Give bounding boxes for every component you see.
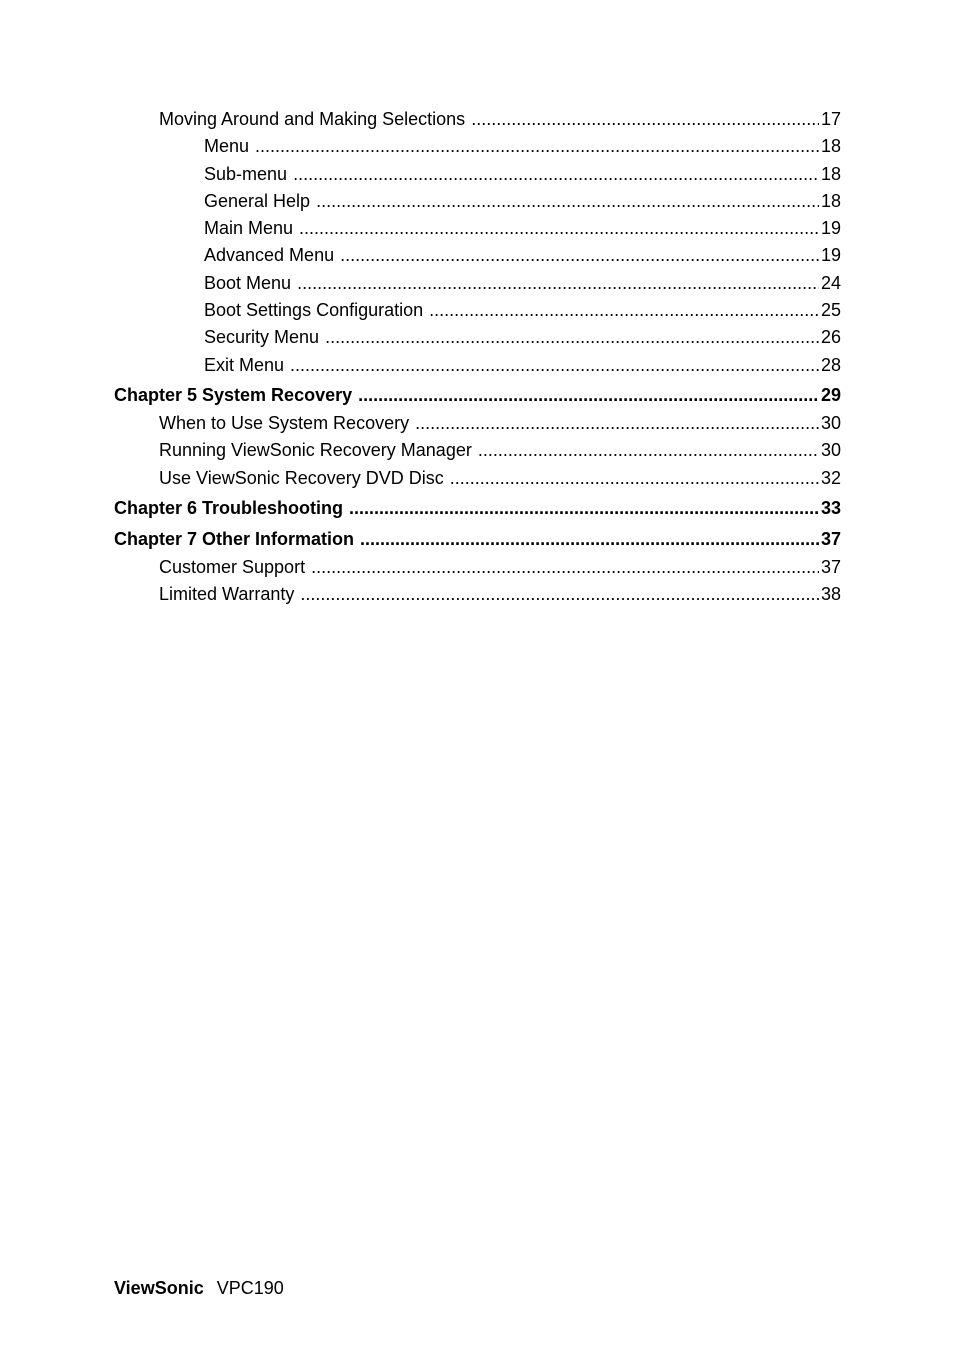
toc-chapter-entry[interactable] — [114, 524, 841, 554]
toc-entry-title: Customer Support — [159, 556, 306, 577]
toc-entry-page: 37 — [820, 528, 841, 549]
toc-dot-leader — [360, 524, 819, 554]
table-of-contents — [114, 106, 841, 608]
toc-entry-title: Exit Menu — [204, 354, 285, 375]
toc-entry-title: Limited Warranty — [159, 584, 295, 605]
toc-entry-page: 30 — [820, 440, 841, 461]
toc-entry[interactable] — [114, 215, 841, 242]
toc-entry-title: Chapter 7 Other Information — [114, 528, 355, 549]
toc-entry-page: 26 — [820, 327, 841, 348]
toc-dot-leader — [478, 437, 819, 464]
toc-entry-page: 25 — [820, 300, 841, 321]
toc-dot-leader — [358, 380, 819, 410]
toc-entry[interactable] — [114, 324, 841, 351]
toc-dot-leader — [293, 161, 819, 188]
toc-dot-leader — [340, 242, 819, 269]
toc-entry-page: 32 — [820, 467, 841, 488]
toc-dot-leader — [299, 215, 819, 242]
toc-entry-title: General Help — [204, 190, 311, 211]
toc-entry-title: When to Use System Recovery — [159, 412, 410, 433]
toc-entry-title: Running ViewSonic Recovery Manager — [159, 440, 472, 461]
toc-entry-title: Security Menu — [204, 327, 320, 348]
toc-dot-leader — [297, 270, 819, 297]
toc-entry-title: Moving Around and Making Selections — [159, 109, 466, 129]
toc-chapter-entry[interactable] — [114, 380, 841, 410]
toc-dot-leader — [429, 297, 819, 324]
toc-dot-leader — [311, 554, 819, 581]
toc-entry-title: Main Menu — [204, 218, 294, 239]
toc-entry-page: 18 — [820, 190, 841, 211]
toc-entry-page: 24 — [820, 272, 841, 293]
toc-entry-title: Boot Settings Configuration — [204, 300, 424, 321]
footer-model: VPC190 — [216, 1278, 284, 1298]
toc-entry-title: Menu — [204, 136, 250, 157]
toc-dot-leader — [349, 493, 819, 523]
toc-entry[interactable] — [114, 352, 841, 379]
toc-dot-leader — [316, 188, 819, 215]
toc-entry[interactable] — [114, 161, 841, 188]
toc-dot-leader — [255, 133, 819, 160]
toc-entry[interactable] — [114, 554, 841, 581]
toc-entry-title: Chapter 6 Troubleshooting — [114, 497, 344, 518]
toc-entry[interactable] — [114, 465, 841, 492]
toc-entry[interactable] — [114, 188, 841, 215]
toc-entry[interactable] — [114, 106, 841, 133]
toc-entry-page: 37 — [820, 556, 841, 577]
toc-entry-title: Sub-menu — [204, 163, 288, 184]
toc-dot-leader — [325, 324, 819, 351]
toc-entry[interactable] — [114, 437, 841, 464]
toc-dot-leader — [300, 581, 819, 608]
toc-entry-page: 30 — [820, 412, 841, 433]
toc-entry[interactable] — [114, 270, 841, 297]
toc-entry[interactable] — [114, 133, 841, 160]
toc-entry-page: 28 — [820, 354, 841, 375]
toc-entry[interactable] — [114, 410, 841, 437]
toc-dot-leader — [415, 410, 819, 437]
toc-entry[interactable] — [114, 242, 841, 269]
toc-entry-page: 29 — [820, 384, 841, 405]
toc-entry-page: 19 — [820, 218, 841, 239]
toc-dot-leader — [471, 106, 819, 133]
toc-entry[interactable] — [114, 297, 841, 324]
toc-entry-page: 19 — [820, 245, 841, 266]
toc-entry-page: 33 — [820, 497, 841, 518]
page-footer — [114, 1276, 284, 1300]
toc-entry-page: 18 — [820, 136, 841, 157]
toc-entry-title: Advanced Menu — [204, 245, 335, 266]
toc-entry-title: Boot Menu — [204, 272, 292, 293]
toc-entry-page: 17 — [820, 109, 841, 129]
toc-entry[interactable] — [114, 581, 841, 608]
toc-dot-leader — [450, 465, 819, 492]
toc-entry-title: Use ViewSonic Recovery DVD Disc — [159, 467, 444, 488]
toc-dot-leader — [290, 352, 819, 379]
footer-brand: ViewSonic — [114, 1278, 204, 1298]
toc-entry-page: 18 — [820, 163, 841, 184]
toc-entry-title: Chapter 5 System Recovery — [114, 384, 353, 405]
toc-chapter-entry[interactable] — [114, 493, 841, 523]
toc-entry-page: 38 — [820, 584, 841, 605]
